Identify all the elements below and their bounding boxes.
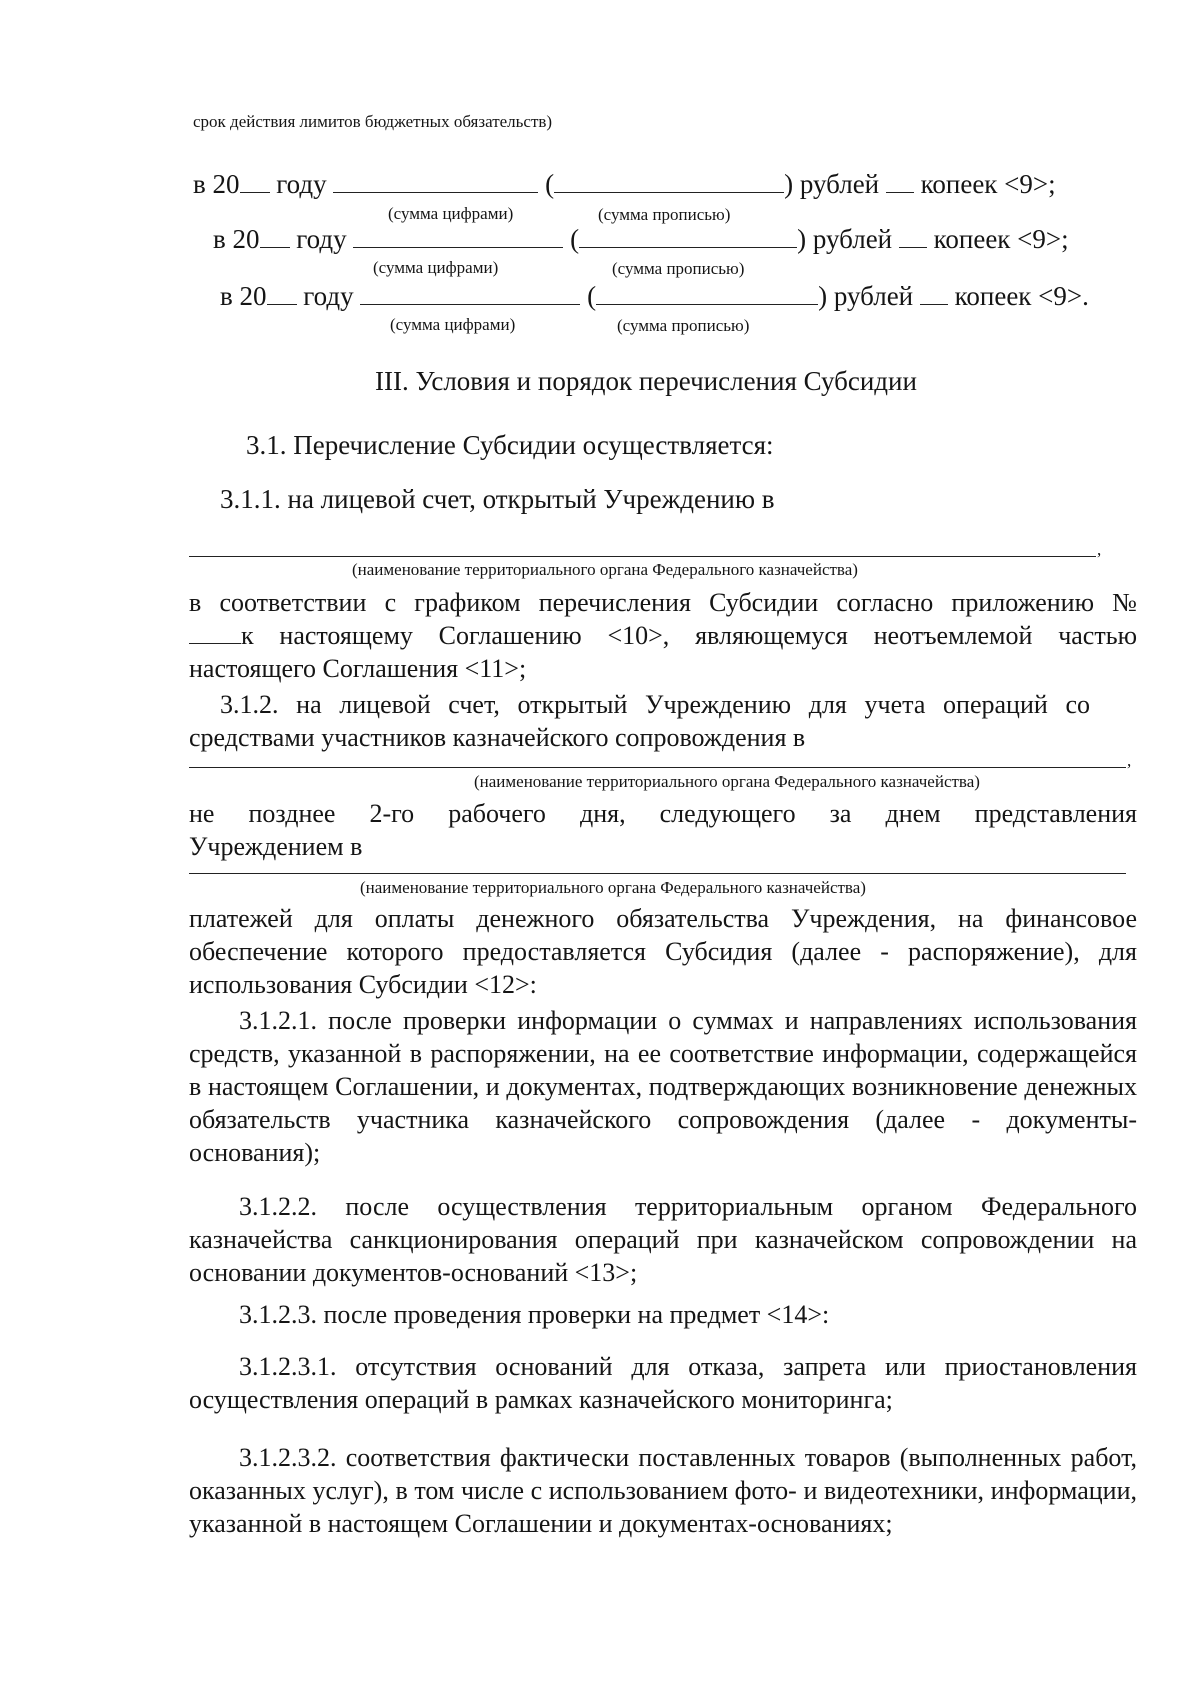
comma: , bbox=[1127, 751, 1132, 770]
clause-3-1-1-line3: настоящего Соглашения <11>; bbox=[189, 654, 527, 683]
caption-sum-digits: (сумма цифрами) bbox=[388, 204, 514, 223]
clause-3-1-1-line2: к настоящему Соглашению <10>, являющемуся неотъемлемой частью bbox=[189, 619, 1137, 652]
kopeks-blank bbox=[886, 168, 914, 193]
clause-3-1-2-3: 3.1.2.3. после проведения проверки на предмет <14>: bbox=[239, 1300, 830, 1329]
clause-3-1-2-3-2: 3.1.2.3.2. соответствия фактически поставленных товаров (выполненных работ, оказанных услуг), в том числе с использованием фото- и видеотехники, информации, указанной в настоящем Соглашении и документах-основаниях; bbox=[189, 1443, 1137, 1538]
comma: , bbox=[1097, 540, 1102, 559]
clause-3-1: 3.1. Перечисление Субсидии осуществляется: bbox=[246, 430, 774, 460]
treasury-caption: (наименование территориального органа Федерального казначейства) bbox=[474, 772, 980, 791]
year-blank bbox=[260, 223, 290, 248]
amount-row: в 20 году ( ) рублей копеек <9>. bbox=[220, 281, 1089, 311]
caption-sum-words: (сумма прописью) bbox=[617, 316, 750, 335]
caption-sum-digits: (сумма цифрами) bbox=[373, 258, 499, 277]
caption-sum-words: (сумма прописью) bbox=[598, 205, 731, 224]
sum-words-blank bbox=[596, 280, 818, 305]
amount-row: в 20 году ( ) рублей копеек <9>; bbox=[193, 169, 1056, 199]
clause-3-1-2-payments: платежей для оплаты денежного обязательства Учреждения, на финансовое обеспечение которого предоставляется Субсидия (далее - распоряжение), для использования Субсидии <12>: bbox=[189, 904, 1137, 999]
kopeks-blank bbox=[899, 223, 927, 248]
section-title: III. Условия и порядок перечисления Субсидии bbox=[375, 366, 917, 396]
clause-3-1-2-line1: 3.1.2. на лицевой счет, открытый Учреждению для учета операций со bbox=[220, 690, 1090, 719]
annex-number-blank bbox=[189, 621, 241, 644]
sum-words-blank bbox=[579, 223, 797, 248]
kopeks-blank bbox=[920, 280, 948, 305]
sum-words-blank bbox=[554, 168, 784, 193]
header-fragment: срок действия лимитов бюджетных обязательств) bbox=[193, 112, 553, 131]
blank-line bbox=[189, 767, 1126, 768]
blank-line bbox=[189, 556, 1096, 557]
treasury-caption: (наименование территориального органа Федерального казначейства) bbox=[360, 878, 866, 897]
clause-3-1-2-cont-line2: Учреждением в bbox=[189, 832, 363, 861]
caption-sum-words: (сумма прописью) bbox=[612, 259, 745, 278]
amount-row: в 20 году ( ) рублей копеек <9>; bbox=[213, 224, 1069, 254]
clause-3-1-2-line2: средствами участников казначейского сопровождения в bbox=[189, 723, 806, 752]
clause-3-1-2-cont-line1: не позднее 2-го рабочего дня, следующего за днем представления bbox=[189, 799, 1137, 828]
clause-3-1-2-3-1: 3.1.2.3.1. отсутствия оснований для отказа, запрета или приостановления осуществления операций в рамках казначейского мониторинга; bbox=[189, 1352, 1137, 1414]
clause-3-1-1: 3.1.1. на лицевой счет, открытый Учреждению в bbox=[220, 484, 775, 514]
clause-3-1-1-line1: в соответствии с графиком перечисления Субсидии согласно приложению № bbox=[189, 588, 1137, 617]
year-blank bbox=[267, 280, 297, 305]
clause-3-1-2-2: 3.1.2.2. после осуществления территориальным органом Федерального казначейства санкционирования операций при казначейском сопровождении на основании документов-оснований <13>; bbox=[189, 1192, 1137, 1287]
sum-digits-blank bbox=[360, 280, 580, 305]
clause-3-1-2-1: 3.1.2.1. после проверки информации о суммах и направлениях использования средств, указанной в распоряжении, на ее соответствие информации, содержащейся в настоящем Соглашении, и документах, подтверждающих возникновение денежных обязательств участника казначейского сопровождения (далее - документы-основания); bbox=[189, 1006, 1137, 1167]
caption-sum-digits: (сумма цифрами) bbox=[390, 315, 516, 334]
sum-digits-blank bbox=[353, 223, 563, 248]
treasury-caption: (наименование территориального органа Федерального казначейства) bbox=[352, 560, 858, 579]
blank-line bbox=[189, 873, 1126, 874]
year-blank bbox=[240, 168, 270, 193]
sum-digits-blank bbox=[333, 168, 538, 193]
